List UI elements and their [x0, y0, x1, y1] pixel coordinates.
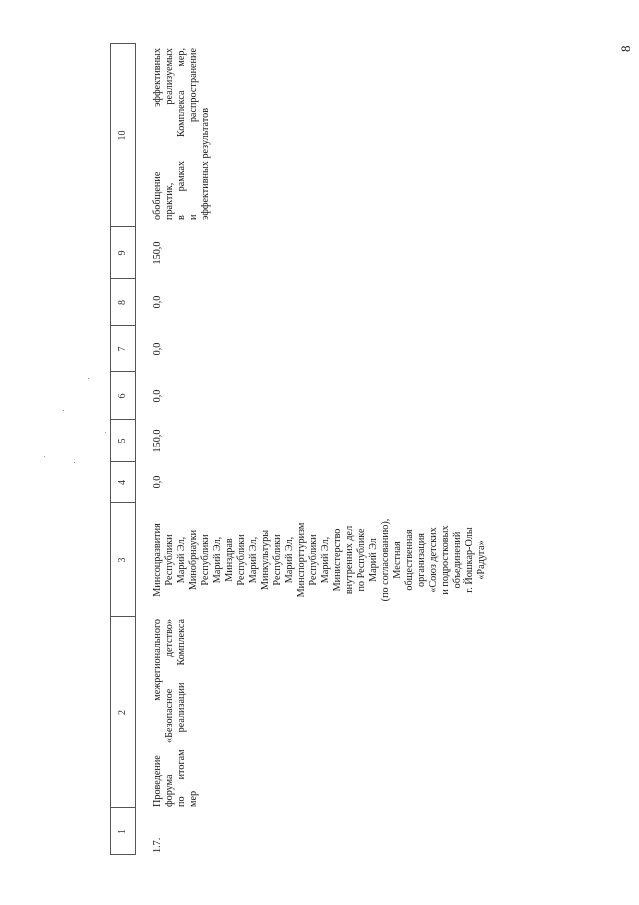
column-number-8: 8 — [117, 300, 128, 305]
executor-line: Марий Эл, — [320, 536, 331, 584]
executor-line: г. Йошкар-Олы — [464, 527, 475, 593]
executor-line: Минсоцразвития — [152, 523, 163, 597]
executor-line: объединений — [452, 531, 463, 589]
value-col6: 0,0 — [152, 389, 163, 403]
event-line: Проведение межрегионального — [152, 619, 163, 807]
executor-line: Республики — [164, 534, 175, 586]
executor-line: Минздрав — [224, 538, 235, 582]
value-col5: 150,0 — [152, 429, 163, 453]
executor-line: Республики — [308, 534, 319, 586]
executor-line: Республики — [200, 534, 211, 586]
value-col4: 0,0 — [152, 475, 163, 489]
executor-line: Марий Эл, — [176, 536, 187, 584]
result-line: эффективных результатов — [200, 107, 211, 220]
executor-line: общественная — [404, 529, 415, 591]
row-number: 1.7. — [152, 837, 163, 853]
executors-list — [152, 505, 488, 615]
column-number-6: 6 — [117, 393, 128, 399]
value-col7: 0,0 — [152, 342, 163, 356]
executor-line: внутренних дел — [344, 525, 355, 595]
result-line: в рамках Комплекса мер, — [176, 48, 187, 220]
executor-line: Марий Эл — [368, 538, 379, 582]
scan-speck — [63, 410, 64, 411]
executor-line: Республики — [236, 534, 247, 586]
header-bottom-border — [135, 43, 136, 855]
executor-line: Министерство — [332, 528, 343, 592]
event-line: мер — [188, 790, 199, 807]
executor-line: (по согласованию), — [380, 518, 391, 602]
event-description — [152, 619, 200, 807]
event-line: форума «Безопасное детство» — [164, 619, 175, 807]
executor-line: Республики — [272, 534, 283, 586]
executor-line: Минкультуры — [260, 529, 271, 591]
column-number-1: 1 — [117, 829, 128, 834]
expected-result — [152, 48, 212, 220]
executor-line: Минспорттуризм — [296, 522, 307, 598]
result-line: и распространение — [188, 48, 199, 220]
scan-speck — [74, 462, 75, 463]
executor-line: «Союз детских — [428, 527, 439, 593]
executor-line: Местная — [392, 541, 403, 579]
executor-line: и подростковых — [440, 525, 451, 595]
executor-line: «Радуга» — [476, 540, 487, 580]
result-line: обобщение эффективных — [152, 48, 163, 220]
column-number-9: 9 — [117, 250, 128, 256]
executor-line: по Республике — [356, 528, 367, 592]
executor-line: Марий Эл, — [284, 536, 295, 584]
executor-line: организация — [416, 533, 427, 587]
executor-line: Минобрнауки — [188, 529, 199, 591]
column-number-7: 7 — [117, 346, 128, 352]
column-number-5: 5 — [117, 438, 128, 444]
event-line: по итогам реализации Комплекса — [176, 619, 187, 807]
column-number-3: 3 — [117, 557, 128, 563]
scan-speck — [44, 456, 45, 457]
result-line: практик, реализуемых — [164, 48, 175, 220]
scan-speck — [88, 378, 89, 379]
page-number: 8 — [618, 45, 633, 52]
value-col8: 0,0 — [152, 295, 163, 309]
executor-line: Марий Эл, — [212, 536, 223, 584]
executor-line: Марий Эл, — [248, 536, 259, 584]
column-number-2: 2 — [117, 710, 128, 715]
scan-speck — [105, 432, 106, 433]
value-col9: 150,0 — [152, 241, 163, 265]
column-number-4: 4 — [117, 480, 128, 485]
column-number-10: 10 — [117, 130, 128, 141]
